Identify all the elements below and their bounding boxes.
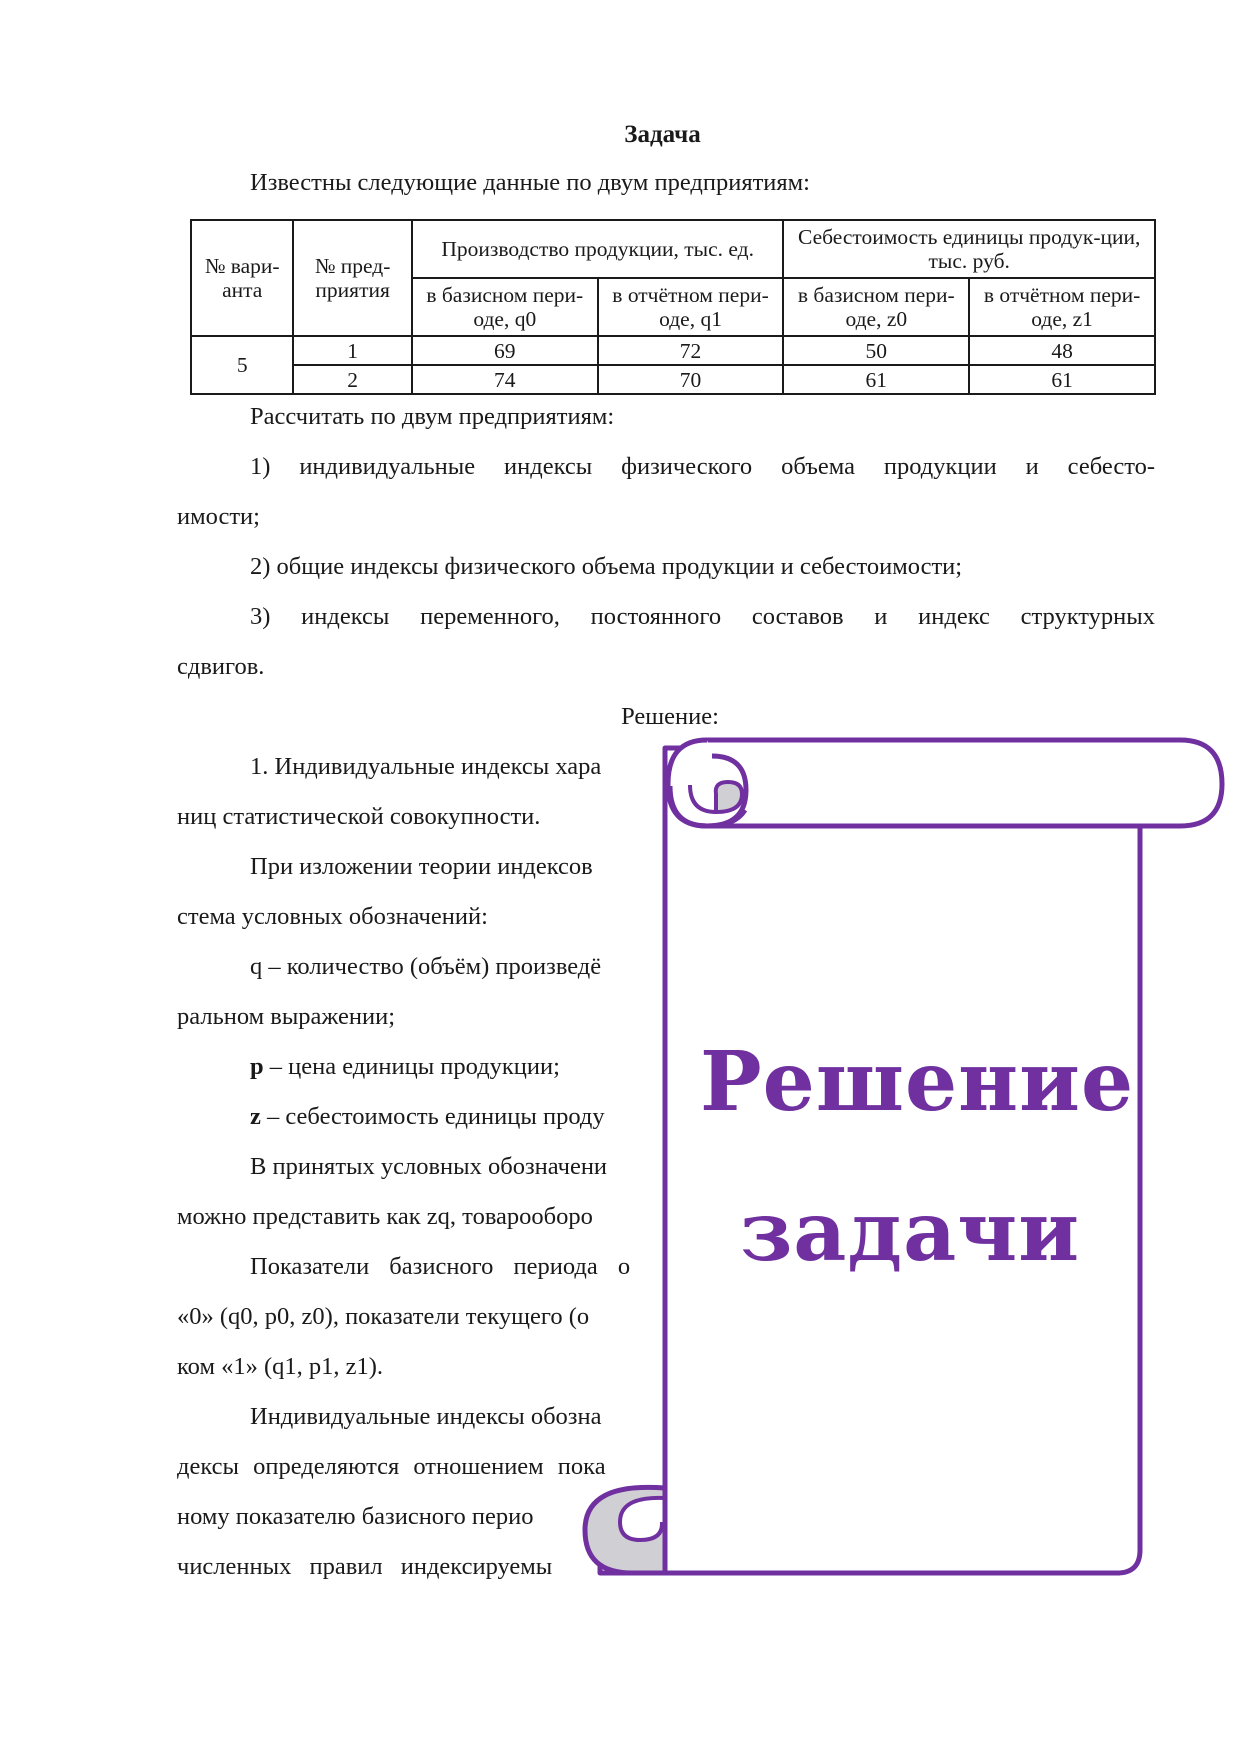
page-title: Задача [624,121,701,148]
q1-cell: 70 [598,365,784,394]
solution-line: дексы определяются отношением пока [177,1453,606,1480]
z1-cell: 48 [969,336,1155,365]
solution-line: Индивидуальные индексы обозна [250,1403,602,1430]
definition-dash: – [260,1103,286,1130]
definition-dash: – [262,953,287,980]
header-production: Производство продукции, тыс. ед. [412,220,784,278]
solution-line: В принятых условных обозначени [250,1153,608,1180]
task-item-3: 3) индексы переменного, постоянного составов и индекс структурных [250,603,1155,630]
header-q0: в базисном пери-оде, q0 [412,278,598,336]
q0-cell: 74 [412,365,598,394]
solution-line: Показатели базисного периода о [250,1253,631,1280]
definition-dash: – [263,1053,289,1080]
header-z0: в базисном пери-оде, z0 [783,278,969,336]
task-lead: Рассчитать по двум предприятиям: [250,403,615,430]
task-item-2: 2) общие индексы физического объема продукции и себестоимости; [250,553,963,580]
z0-cell: 61 [783,365,969,394]
task-item-3-cont: сдвигов. [177,653,265,680]
header-cost: Себестоимость единицы продук-ции, тыс. руб. [783,220,1155,278]
banner-line-1: Решение [700,1034,1135,1130]
header-z1: в отчётном пери-оде, z1 [969,278,1155,336]
solution-line: 1. Индивидуальные индексы хара [250,753,602,780]
symbol-z: z [250,1103,261,1130]
solution-line: стема условных обозначений: [177,903,488,930]
solution-line: ному показателю базисного перио [177,1503,534,1530]
enterprise-cell: 2 [293,365,411,394]
q1-cell: 72 [598,336,784,365]
task-item-1: 1) индивидуальные индексы физического объема продукции и себесто- [250,453,1155,480]
task-item-1-cont: имости; [177,503,260,530]
definition-z: себестоимость единицы проду [285,1103,605,1130]
z0-cell: 50 [783,336,969,365]
solution-line: ниц статистической совокупности. [177,803,541,830]
solution-line: ральном выражении; [177,1003,396,1030]
z1-cell: 61 [969,365,1155,394]
solution-line: численных правил индексируемы [177,1553,553,1580]
symbol-p: p [250,1053,264,1080]
definition-q: количество (объём) произведё [286,953,602,980]
solution-heading: Решение: [621,703,719,730]
header-q1: в отчётном пери-оде, q1 [598,278,784,336]
variant-cell: 5 [191,336,293,394]
banner-line-2: задачи [739,1184,1081,1280]
header-variant: № вари-анта [191,220,293,336]
solution-line: ком «1» (q1, p1, z1). [177,1353,384,1380]
q0-cell: 69 [412,336,598,365]
definition-p: цена единицы продукции; [288,1053,560,1080]
symbol-q: q [250,953,263,980]
solution-line: При изложении теории индексов [250,853,593,880]
solution-line: можно представить как zq, товарооборо [177,1203,593,1230]
intro-text: Известны следующие данные по двум предприятиям: [250,169,810,196]
solution-line: «0» (q0, p0, z0), показатели текущего (о [177,1303,590,1330]
enterprise-cell: 1 [293,336,411,365]
header-enterprise: № пред-приятия [293,220,411,336]
